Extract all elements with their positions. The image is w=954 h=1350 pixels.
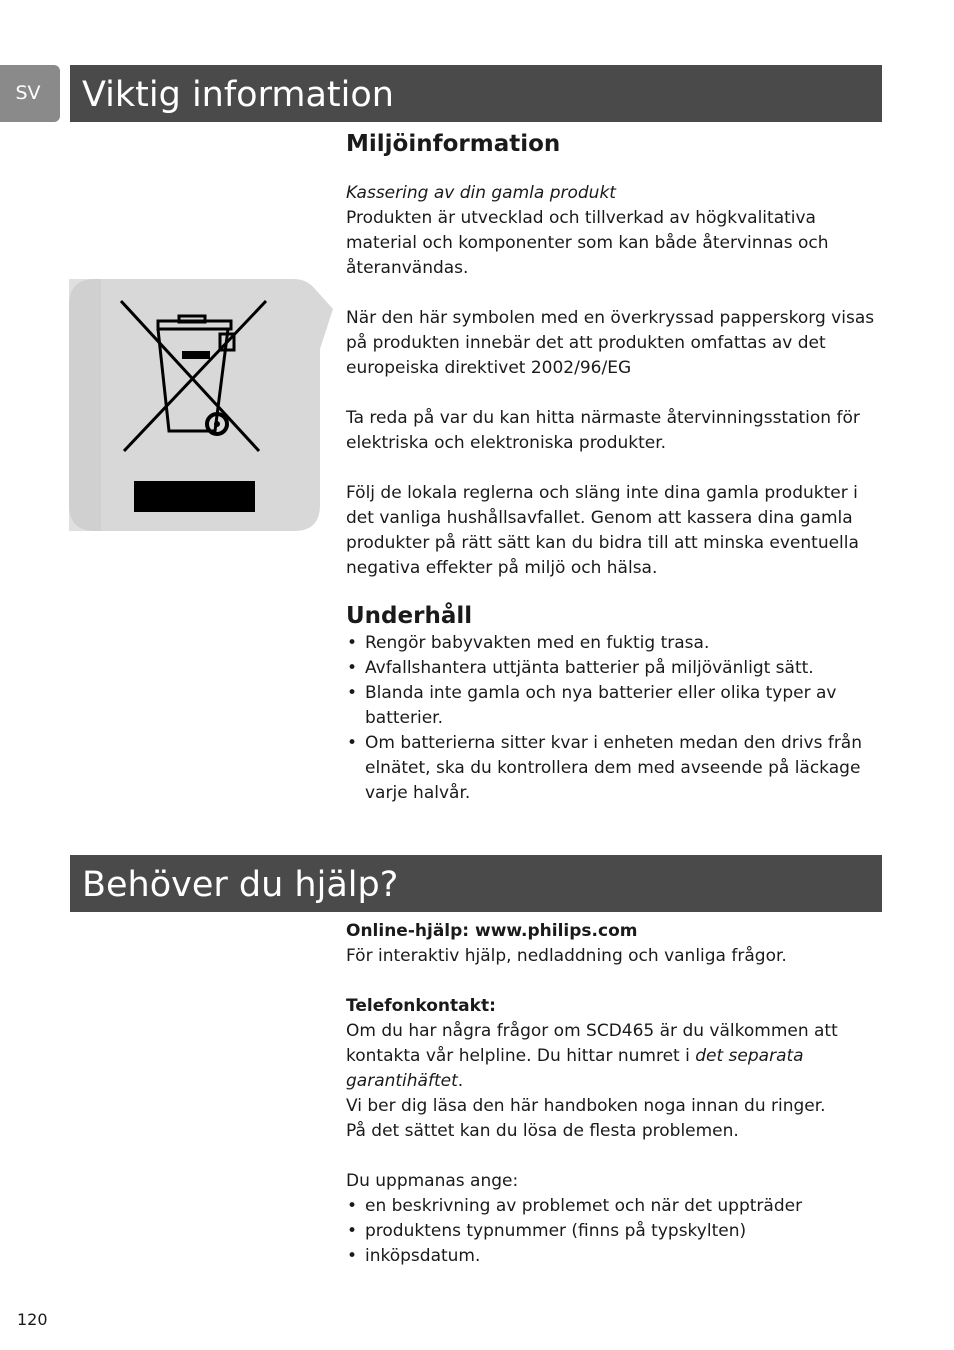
environment-info-section <box>346 129 891 806</box>
section-title-behover-du-hjalp: Behöver du hjälp? <box>70 855 882 912</box>
list-item: • Blanda inte gamla och nya batterier eller olika typer av batterier. <box>346 681 891 731</box>
heading-miljoinformation: Miljöinformation <box>346 131 561 157</box>
list-item: • Om batterierna sitter kvar i enheten medan den drivs från elnätet, ska du kontrollera dem med avseende på läckage varje halvår. <box>346 731 891 806</box>
paragraph-symbol-directive: När den här symbolen med en överkryssad papperskorg visas på produkten innebär det att produkten omfattas av det europeiska direktivet 2002/96/EG <box>346 308 875 378</box>
list-item: • en beskrivning av problemet och när det uppträder <box>346 1194 891 1219</box>
paragraph-recycling-station: Ta reda på var du kan hitta närmaste återvinningsstation för elektriska och elektroniska produkter. <box>346 408 860 453</box>
paragraph-local-rules: Följ de lokala reglerna och släng inte dina gamla produkter i det vanliga hushållsavfallet. Genom att kassera dina gamla produkter på rätt sätt kan du bidra till att minska eventuella negativa effekter på miljö och hälsa. <box>346 483 859 578</box>
phone-contact-text <box>346 1019 891 1094</box>
page-number: 120 <box>17 1310 48 1329</box>
crossed-out-wheelie-bin-icon <box>69 279 333 531</box>
online-help-text: För interaktiv hjälp, nedladdning och vanliga frågor. <box>346 946 787 966</box>
paragraph-products-material: Produkten är utvecklad och tillverkad av högkvalitativa material och komponenter som kan både återvinnas och återanvändas. <box>346 208 829 278</box>
list-item: • Rengör babyvakten med en fuktig trasa. <box>346 631 891 656</box>
weee-symbol-panel <box>69 279 333 531</box>
maintenance-list <box>346 631 891 806</box>
phone-contact-text-main: Om du har några frågor om SCD465 är du välkommen att kontakta vår helpline. Du hittar numret i <box>346 1021 838 1066</box>
phone-contact-text-end: . <box>457 1071 464 1091</box>
heading-underhall: Underhåll <box>346 603 473 629</box>
required-info-list <box>346 1194 891 1269</box>
warranty-booklet-reference: det separata garantihäftet <box>346 1046 804 1091</box>
language-tab: SV <box>0 65 60 122</box>
list-item: • inköpsdatum. <box>346 1244 891 1269</box>
section-title-viktig-information: Viktig information <box>70 65 882 122</box>
online-help-heading: Online-hjälp: www.philips.com <box>346 921 638 941</box>
list-item: • produktens typnummer (finns på typskylten) <box>346 1219 891 1244</box>
solve-problems-text: På det sättet kan du lösa de flesta problemen. <box>346 1121 739 1141</box>
help-section <box>346 919 891 1269</box>
phone-contact-heading: Telefonkontakt: <box>346 996 496 1016</box>
read-manual-text: Vi ber dig läsa den här handboken noga innan du ringer. <box>346 1096 826 1116</box>
list-item: • Avfallshantera uttjänta batterier på miljövänligt sätt. <box>346 656 891 681</box>
list-intro: Du uppmanas ange: <box>346 1171 519 1191</box>
subheading-kassering: Kassering av din gamla produkt <box>346 183 616 203</box>
